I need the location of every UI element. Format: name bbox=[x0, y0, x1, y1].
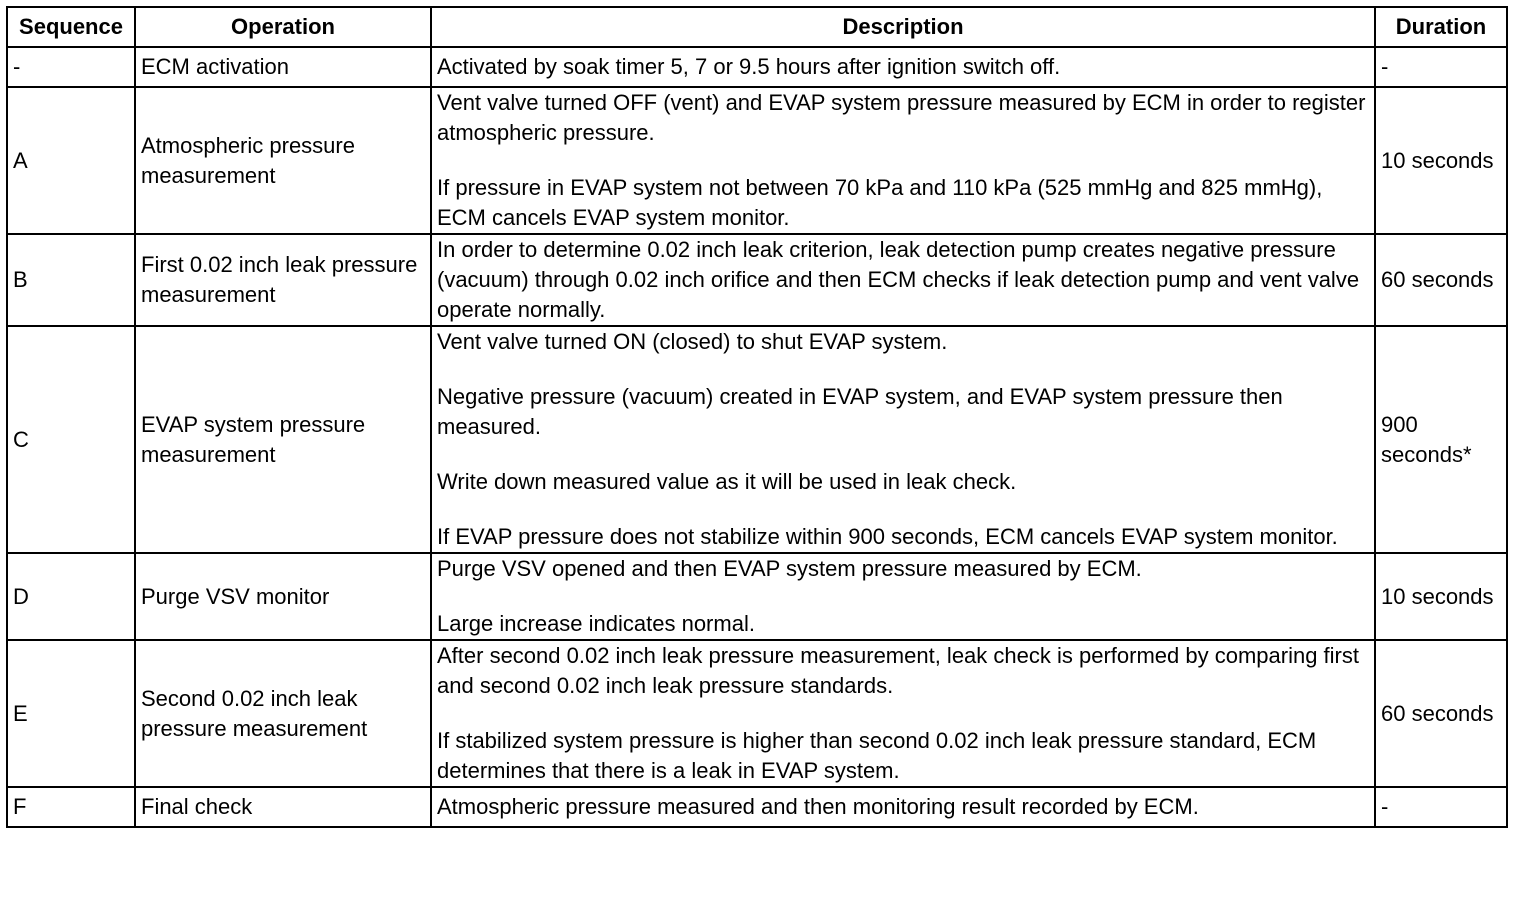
description-paragraph: Atmospheric pressure measured and then monitoring result recorded by ECM. bbox=[437, 794, 1199, 819]
duration-cell: 10 seconds bbox=[1375, 553, 1507, 640]
description-cell bbox=[431, 47, 1375, 87]
description-paragraph: If stabilized system pressure is higher than second 0.02 inch leak pressure standard, ECM determines that there is a leak in EVAP system. bbox=[437, 728, 1317, 783]
description-paragraph: If EVAP pressure does not stabilize within 900 seconds, ECM cancels EVAP system monitor. bbox=[437, 524, 1338, 549]
description-paragraph: Negative pressure (vacuum) created in EVAP system, and EVAP system pressure then measured. bbox=[437, 384, 1283, 439]
operation-cell: EVAP system pressure measurement bbox=[135, 326, 431, 553]
table-row bbox=[7, 234, 1507, 326]
operation-cell: Second 0.02 inch leak pressure measurement bbox=[135, 640, 431, 787]
duration-cell: 900 seconds* bbox=[1375, 326, 1507, 553]
duration-cell: - bbox=[1375, 47, 1507, 87]
description-paragraph: Activated by soak timer 5, 7 or 9.5 hours after ignition switch off. bbox=[437, 54, 1061, 79]
table-row bbox=[7, 640, 1507, 787]
header-sequence: Sequence bbox=[7, 7, 135, 47]
header-row bbox=[7, 7, 1507, 47]
description-paragraph: Vent valve turned ON (closed) to shut EVAP system. bbox=[437, 329, 948, 354]
duration-cell: 60 seconds bbox=[1375, 640, 1507, 787]
duration-cell: 60 seconds bbox=[1375, 234, 1507, 326]
sequence-cell: F bbox=[7, 787, 135, 827]
description-cell bbox=[431, 326, 1375, 553]
table-row bbox=[7, 47, 1507, 87]
duration-cell: 10 seconds bbox=[1375, 87, 1507, 234]
description-cell bbox=[431, 787, 1375, 827]
description-paragraph: After second 0.02 inch leak pressure measurement, leak check is performed by comparing first and second 0.02 inch leak pressure standards. bbox=[437, 643, 1359, 698]
sequence-cell: C bbox=[7, 326, 135, 553]
operation-cell: Purge VSV monitor bbox=[135, 553, 431, 640]
description-cell bbox=[431, 234, 1375, 326]
table-row bbox=[7, 787, 1507, 827]
operation-cell: Atmospheric pressure measurement bbox=[135, 87, 431, 234]
description-cell bbox=[431, 87, 1375, 234]
table-row bbox=[7, 87, 1507, 234]
evap-monitor-table bbox=[6, 6, 1508, 828]
description-paragraph: Write down measured value as it will be used in leak check. bbox=[437, 469, 1017, 494]
operation-cell: ECM activation bbox=[135, 47, 431, 87]
header-operation: Operation bbox=[135, 7, 431, 47]
sequence-cell: D bbox=[7, 553, 135, 640]
operation-cell: Final check bbox=[135, 787, 431, 827]
sequence-cell: E bbox=[7, 640, 135, 787]
description-paragraph: Purge VSV opened and then EVAP system pressure measured by ECM. bbox=[437, 556, 1142, 581]
description-paragraph: Vent valve turned OFF (vent) and EVAP system pressure measured by ECM in order to register atmospheric pressure. bbox=[437, 90, 1366, 145]
description-cell bbox=[431, 553, 1375, 640]
operation-cell: First 0.02 inch leak pressure measurement bbox=[135, 234, 431, 326]
table-row bbox=[7, 553, 1507, 640]
table-row bbox=[7, 326, 1507, 553]
sequence-cell: A bbox=[7, 87, 135, 234]
duration-cell: - bbox=[1375, 787, 1507, 827]
sequence-cell: - bbox=[7, 47, 135, 87]
header-duration: Duration bbox=[1375, 7, 1507, 47]
description-cell bbox=[431, 640, 1375, 787]
header-description: Description bbox=[431, 7, 1375, 47]
sequence-cell: B bbox=[7, 234, 135, 326]
description-paragraph: Large increase indicates normal. bbox=[437, 611, 755, 636]
description-paragraph: If pressure in EVAP system not between 70 kPa and 110 kPa (525 mmHg and 825 mmHg), ECM cancels EVAP system monitor. bbox=[437, 175, 1323, 230]
description-paragraph: In order to determine 0.02 inch leak criterion, leak detection pump creates negative pressure (vacuum) through 0.02 inch orifice and then ECM checks if leak detection pump and vent valve operate normally. bbox=[437, 237, 1360, 322]
